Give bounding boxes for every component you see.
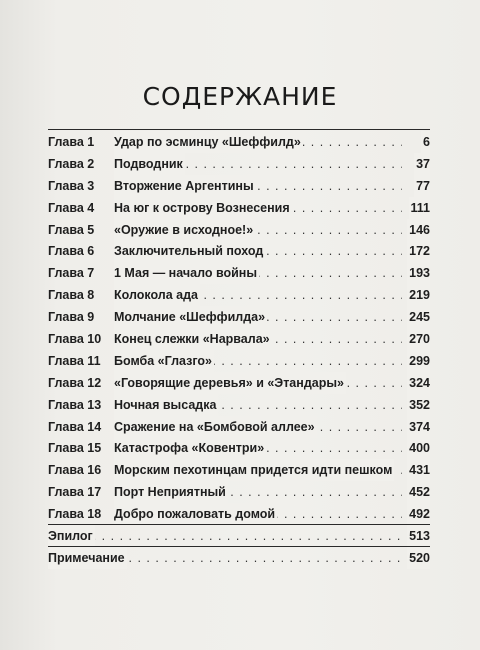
chapter-number: Глава 1 <box>48 135 95 149</box>
page-number: 520 <box>407 547 430 569</box>
toc-entry <box>48 547 430 569</box>
page-number: 431 <box>407 459 430 481</box>
toc-entry <box>48 219 430 241</box>
chapter-number: Глава 2 <box>48 156 95 171</box>
page-number: 219 <box>407 284 430 306</box>
toc-entry <box>48 262 430 284</box>
chapter-title: Морским пехотинцам придется идти пешком <box>114 459 394 481</box>
chapter-title: Удар по эсминцу «Шеффилд» <box>114 131 303 153</box>
chapter-number: Глава 11 <box>48 353 101 368</box>
page-number: 513 <box>407 525 430 547</box>
chapter-number: Глава 12 <box>48 375 102 390</box>
page-number: 245 <box>407 306 430 328</box>
chapter-title: Заключительный поход <box>114 240 265 262</box>
toc-entry <box>48 481 430 503</box>
chapter-title: Ночная высадка <box>114 394 218 416</box>
chapter-title: Порт Неприятный <box>114 481 228 503</box>
page-number: 77 <box>414 175 430 197</box>
chapter-title: Добро пожаловать домой <box>114 503 277 525</box>
toc-entry <box>48 372 430 394</box>
page-number: 37 <box>414 153 430 175</box>
chapter-number: Глава 18 <box>48 507 102 522</box>
toc-entry <box>48 350 430 372</box>
page-number: 324 <box>407 372 430 394</box>
chapter-number: Глава 10 <box>48 332 102 347</box>
chapter-number: Глава 14 <box>48 419 102 434</box>
toc-entry <box>48 197 430 219</box>
page-number: 352 <box>407 394 430 416</box>
page-number: 299 <box>407 350 430 372</box>
chapter-title: Конец слежки «Нарвала» <box>114 328 272 350</box>
toc-entry <box>48 459 430 481</box>
chapter-number: Глава 3 <box>48 178 95 193</box>
chapter-title: «Говорящие деревья» и «Этандары» <box>114 372 346 394</box>
chapter-number: Глава 4 <box>48 200 95 215</box>
chapter-title: Колокола ада <box>114 284 200 306</box>
toc-entry <box>48 153 430 175</box>
chapter-number: Глава 13 <box>48 397 102 412</box>
toc-entry <box>48 306 430 328</box>
separator-line <box>48 129 430 130</box>
toc-entry <box>48 131 430 153</box>
chapter-number: Глава 9 <box>48 310 95 325</box>
toc-entry <box>48 416 430 438</box>
page-number: 6 <box>421 131 430 153</box>
toc-entry <box>48 284 430 306</box>
chapter-title: Подводник <box>114 153 185 175</box>
chapter-number: Глава 7 <box>48 266 95 281</box>
toc-entry <box>48 503 430 525</box>
chapter-title: «Оружие в исходное!» <box>114 219 255 241</box>
page-number: 193 <box>407 262 430 284</box>
chapter-title: Примечание <box>48 547 127 569</box>
chapter-number: Глава 17 <box>48 485 102 500</box>
page-number: 111 <box>409 197 430 219</box>
chapter-number: Глава 5 <box>48 222 95 237</box>
chapter-number: Глава 15 <box>48 441 102 456</box>
toc-entry <box>48 394 430 416</box>
page-number: 452 <box>407 481 430 503</box>
chapter-number: Глава 8 <box>48 288 95 303</box>
chapter-number: Глава 16 <box>48 463 102 478</box>
toc-entry <box>48 437 430 459</box>
chapter-number: Глава 6 <box>48 244 95 259</box>
page-title: СОДЕРЖАНИЕ <box>142 82 338 111</box>
toc-entry <box>48 525 430 547</box>
toc-entry <box>48 175 430 197</box>
leader-dots <box>48 525 402 547</box>
page-number: 492 <box>407 503 430 525</box>
chapter-title: Молчание «Шеффилда» <box>114 306 267 328</box>
table-of-contents <box>48 131 430 569</box>
chapter-title: Сражение на «Бомбовой аллее» <box>114 416 317 438</box>
page-number: 172 <box>407 240 430 262</box>
chapter-title: Вторжение Аргентины <box>114 175 256 197</box>
page-number: 146 <box>407 219 430 241</box>
toc-entry <box>48 240 430 262</box>
chapter-title: 1 Мая — начало войны <box>114 262 259 284</box>
chapter-title: На юг к острову Вознесения <box>114 197 292 219</box>
page-number: 400 <box>407 437 430 459</box>
page-number: 270 <box>407 328 430 350</box>
chapter-title: Катастрофа «Ковентри» <box>114 437 266 459</box>
page-number: 374 <box>407 416 430 438</box>
chapter-title: Бомба «Глазго» <box>114 350 214 372</box>
toc-entry <box>48 328 430 350</box>
chapter-title: Эпилог <box>48 525 95 547</box>
